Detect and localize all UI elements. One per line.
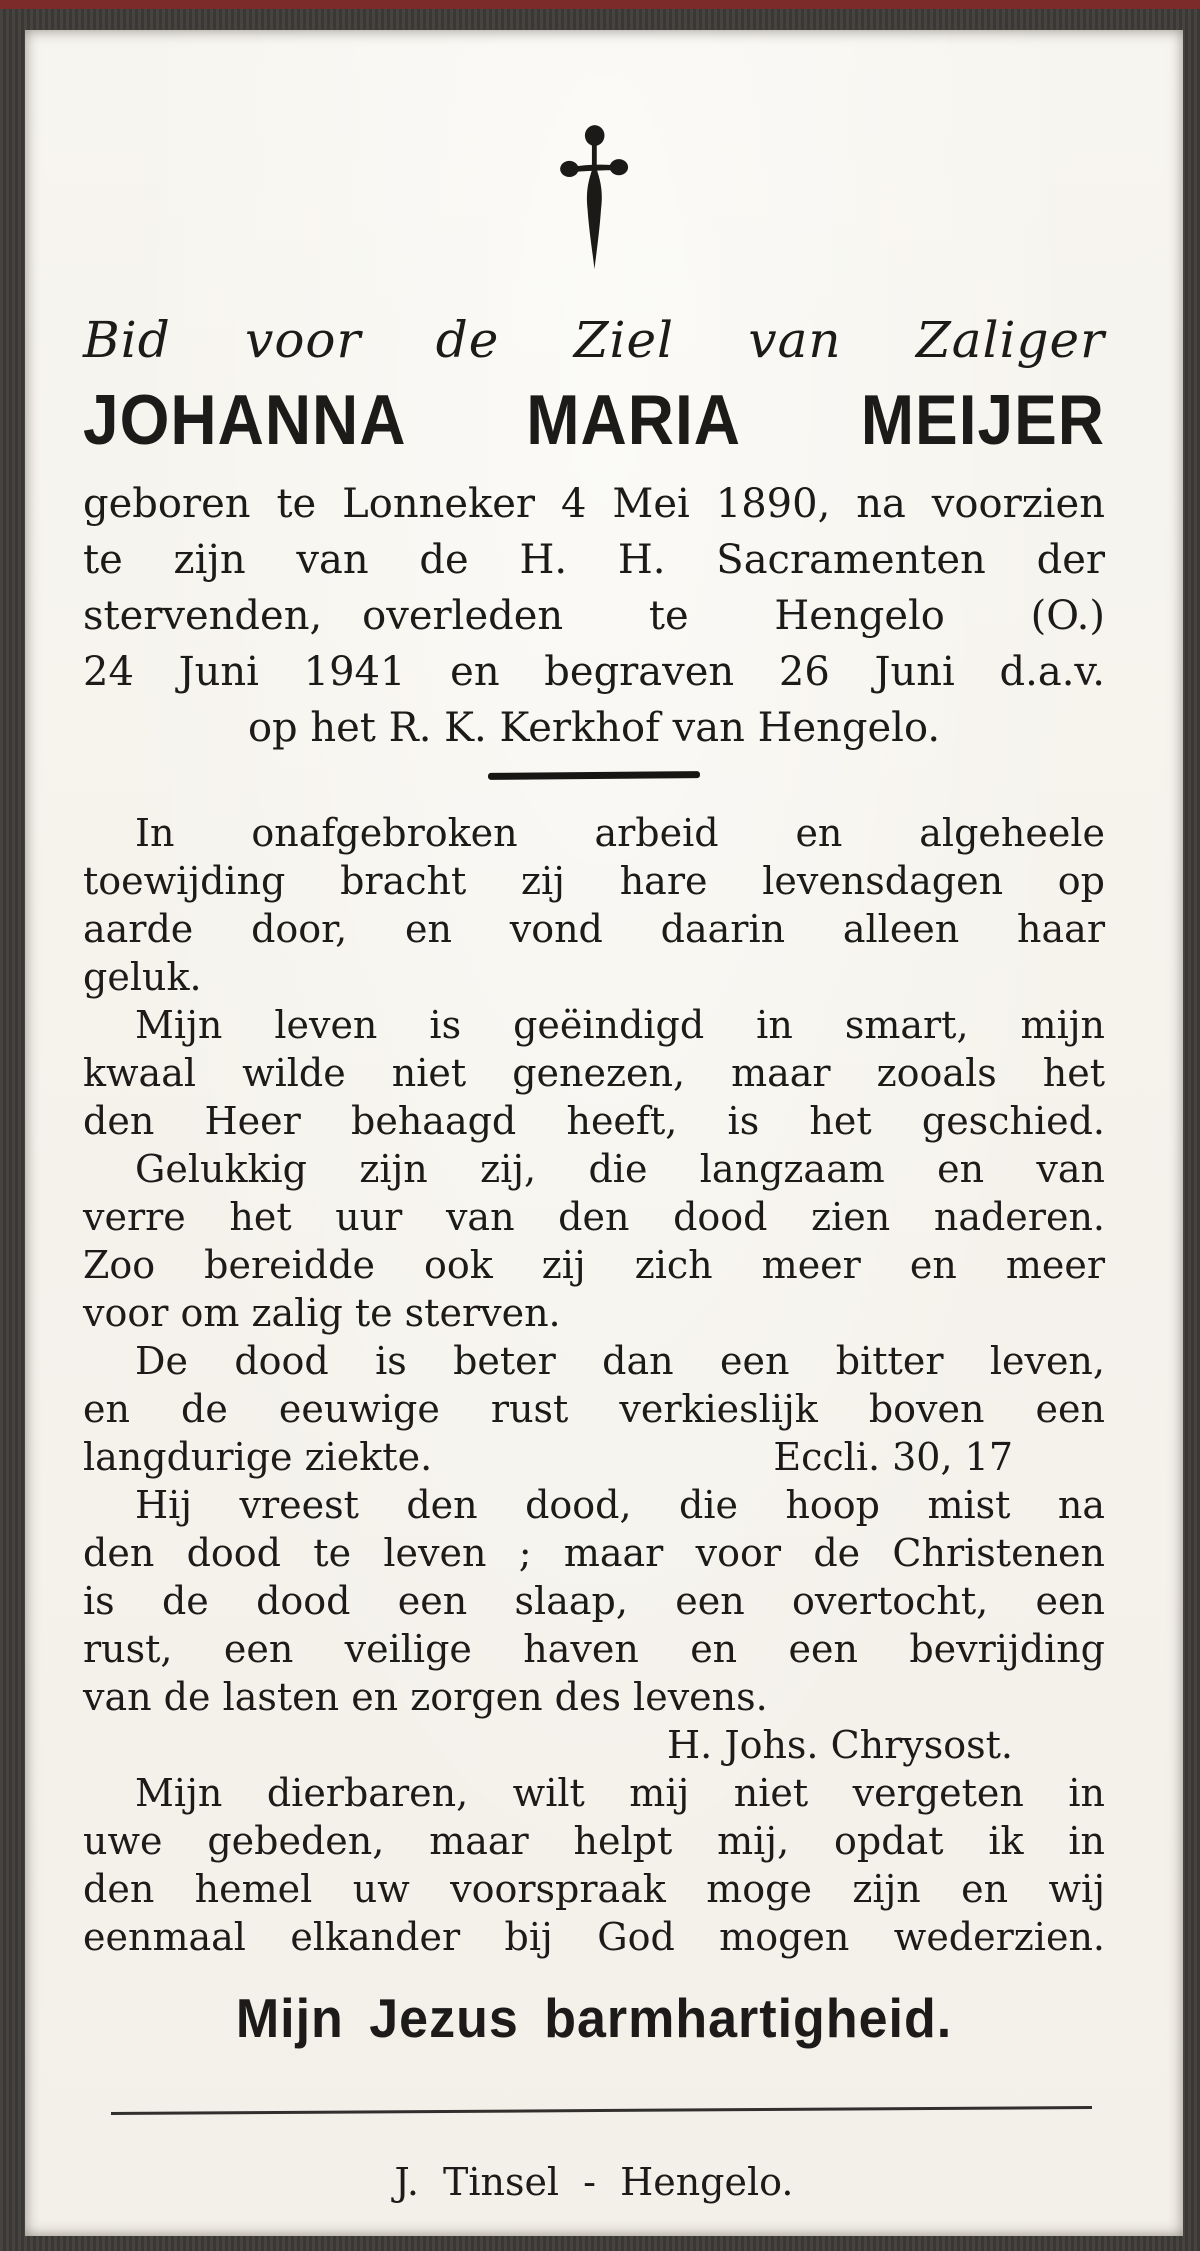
text-line: is de dood een slaap, een overtocht, een [83, 1579, 1105, 1623]
body-text [83, 809, 1105, 1961]
text-line: Hij vreest den dood, die hoop mist na [135, 1483, 1105, 1527]
scan-edge-strip [0, 0, 1200, 9]
text-line: Mijn leven is geëindigd in smart, mijn [135, 1003, 1105, 1047]
text-line: van de lasten en zorgen des levens. [83, 1675, 768, 1719]
memorial-card [25, 30, 1183, 2236]
text-line: den dood te leven ; maar voor de Christenen [83, 1531, 1105, 1575]
text-line: eenmaal elkander bij God mogen wederzien. [83, 1915, 1105, 1959]
closing-prayer: Mijn Jezus barmhartigheid. [235, 1988, 953, 2050]
vitae-block [83, 476, 1105, 756]
deceased-name: JOHANNA MARIA MEIJER [83, 380, 1105, 460]
paragraph [83, 1337, 1105, 1481]
paragraph [83, 1769, 1105, 1961]
text-line: geboren te Lonneker 4 Mei 1890, na voorzien [83, 481, 1105, 527]
paragraph [83, 1145, 1105, 1337]
text-line: 24 Juni 1941 en begraven 26 Juni d.a.v. [83, 649, 1105, 695]
text-line: op het R. K. Kerkhof van Hengelo. [247, 705, 941, 751]
footer-rule [111, 2106, 1092, 2115]
divider-rule [488, 771, 700, 780]
memorial-cross-icon [559, 124, 628, 276]
paragraph [83, 1481, 1105, 1769]
text-line: Mijn dierbaren, wilt mij niet vergeten in [135, 1771, 1105, 1815]
intro-line: Bid voor de Ziel van Zaliger [83, 311, 1105, 369]
text-line: verre het uur van den dood zien naderen. [83, 1195, 1105, 1239]
text-line: In onafgebroken arbeid en algeheele [135, 811, 1105, 855]
text-line: te zijn van de H. H. Sacramenten der [83, 537, 1105, 583]
paragraph [83, 1001, 1105, 1145]
text-line [83, 1433, 1105, 1481]
text-line: Zoo bereidde ook zij zich meer en meer [83, 1243, 1105, 1287]
text-line: voor om zalig te sterven. [83, 1291, 561, 1335]
printer-credit: J. Tinsel - Hengelo. [394, 2160, 794, 2204]
paragraph [83, 809, 1105, 1001]
text-line: den Heer behaagd heeft, is het geschied. [83, 1099, 1105, 1143]
card-content [25, 30, 1183, 2236]
text-line: kwaal wilde niet genezen, maar zooals het [83, 1051, 1105, 1095]
text-line: den hemel uw voorspraak moge zijn en wij [83, 1867, 1105, 1911]
text-line-segment: langdurige ziekte. [83, 1435, 433, 1479]
text-line: geluk. [83, 955, 202, 999]
scripture-citation: Eccli. 30, 17 [773, 1435, 1013, 1479]
text-line: stervenden, overleden te Hengelo (O.) [83, 593, 1105, 639]
text-line: De dood is beter dan een bitter leven, [135, 1339, 1105, 1383]
text-line: Gelukkig zijn zij, die langzaam en van [135, 1147, 1105, 1191]
text-line: toewijding bracht zij hare levensdagen op [83, 859, 1105, 903]
text-line: H. Johs. Chrysost. [667, 1723, 1013, 1767]
text-line: uwe gebeden, maar helpt mij, opdat ik in [83, 1819, 1105, 1863]
text-line: rust, een veilige haven en een bevrijding [83, 1627, 1105, 1671]
text-line: aarde door, en vond daarin alleen haar [83, 907, 1105, 951]
cross-ornament [83, 124, 1105, 276]
text-line: en de eeuwige rust verkieslijk boven een [83, 1387, 1105, 1431]
